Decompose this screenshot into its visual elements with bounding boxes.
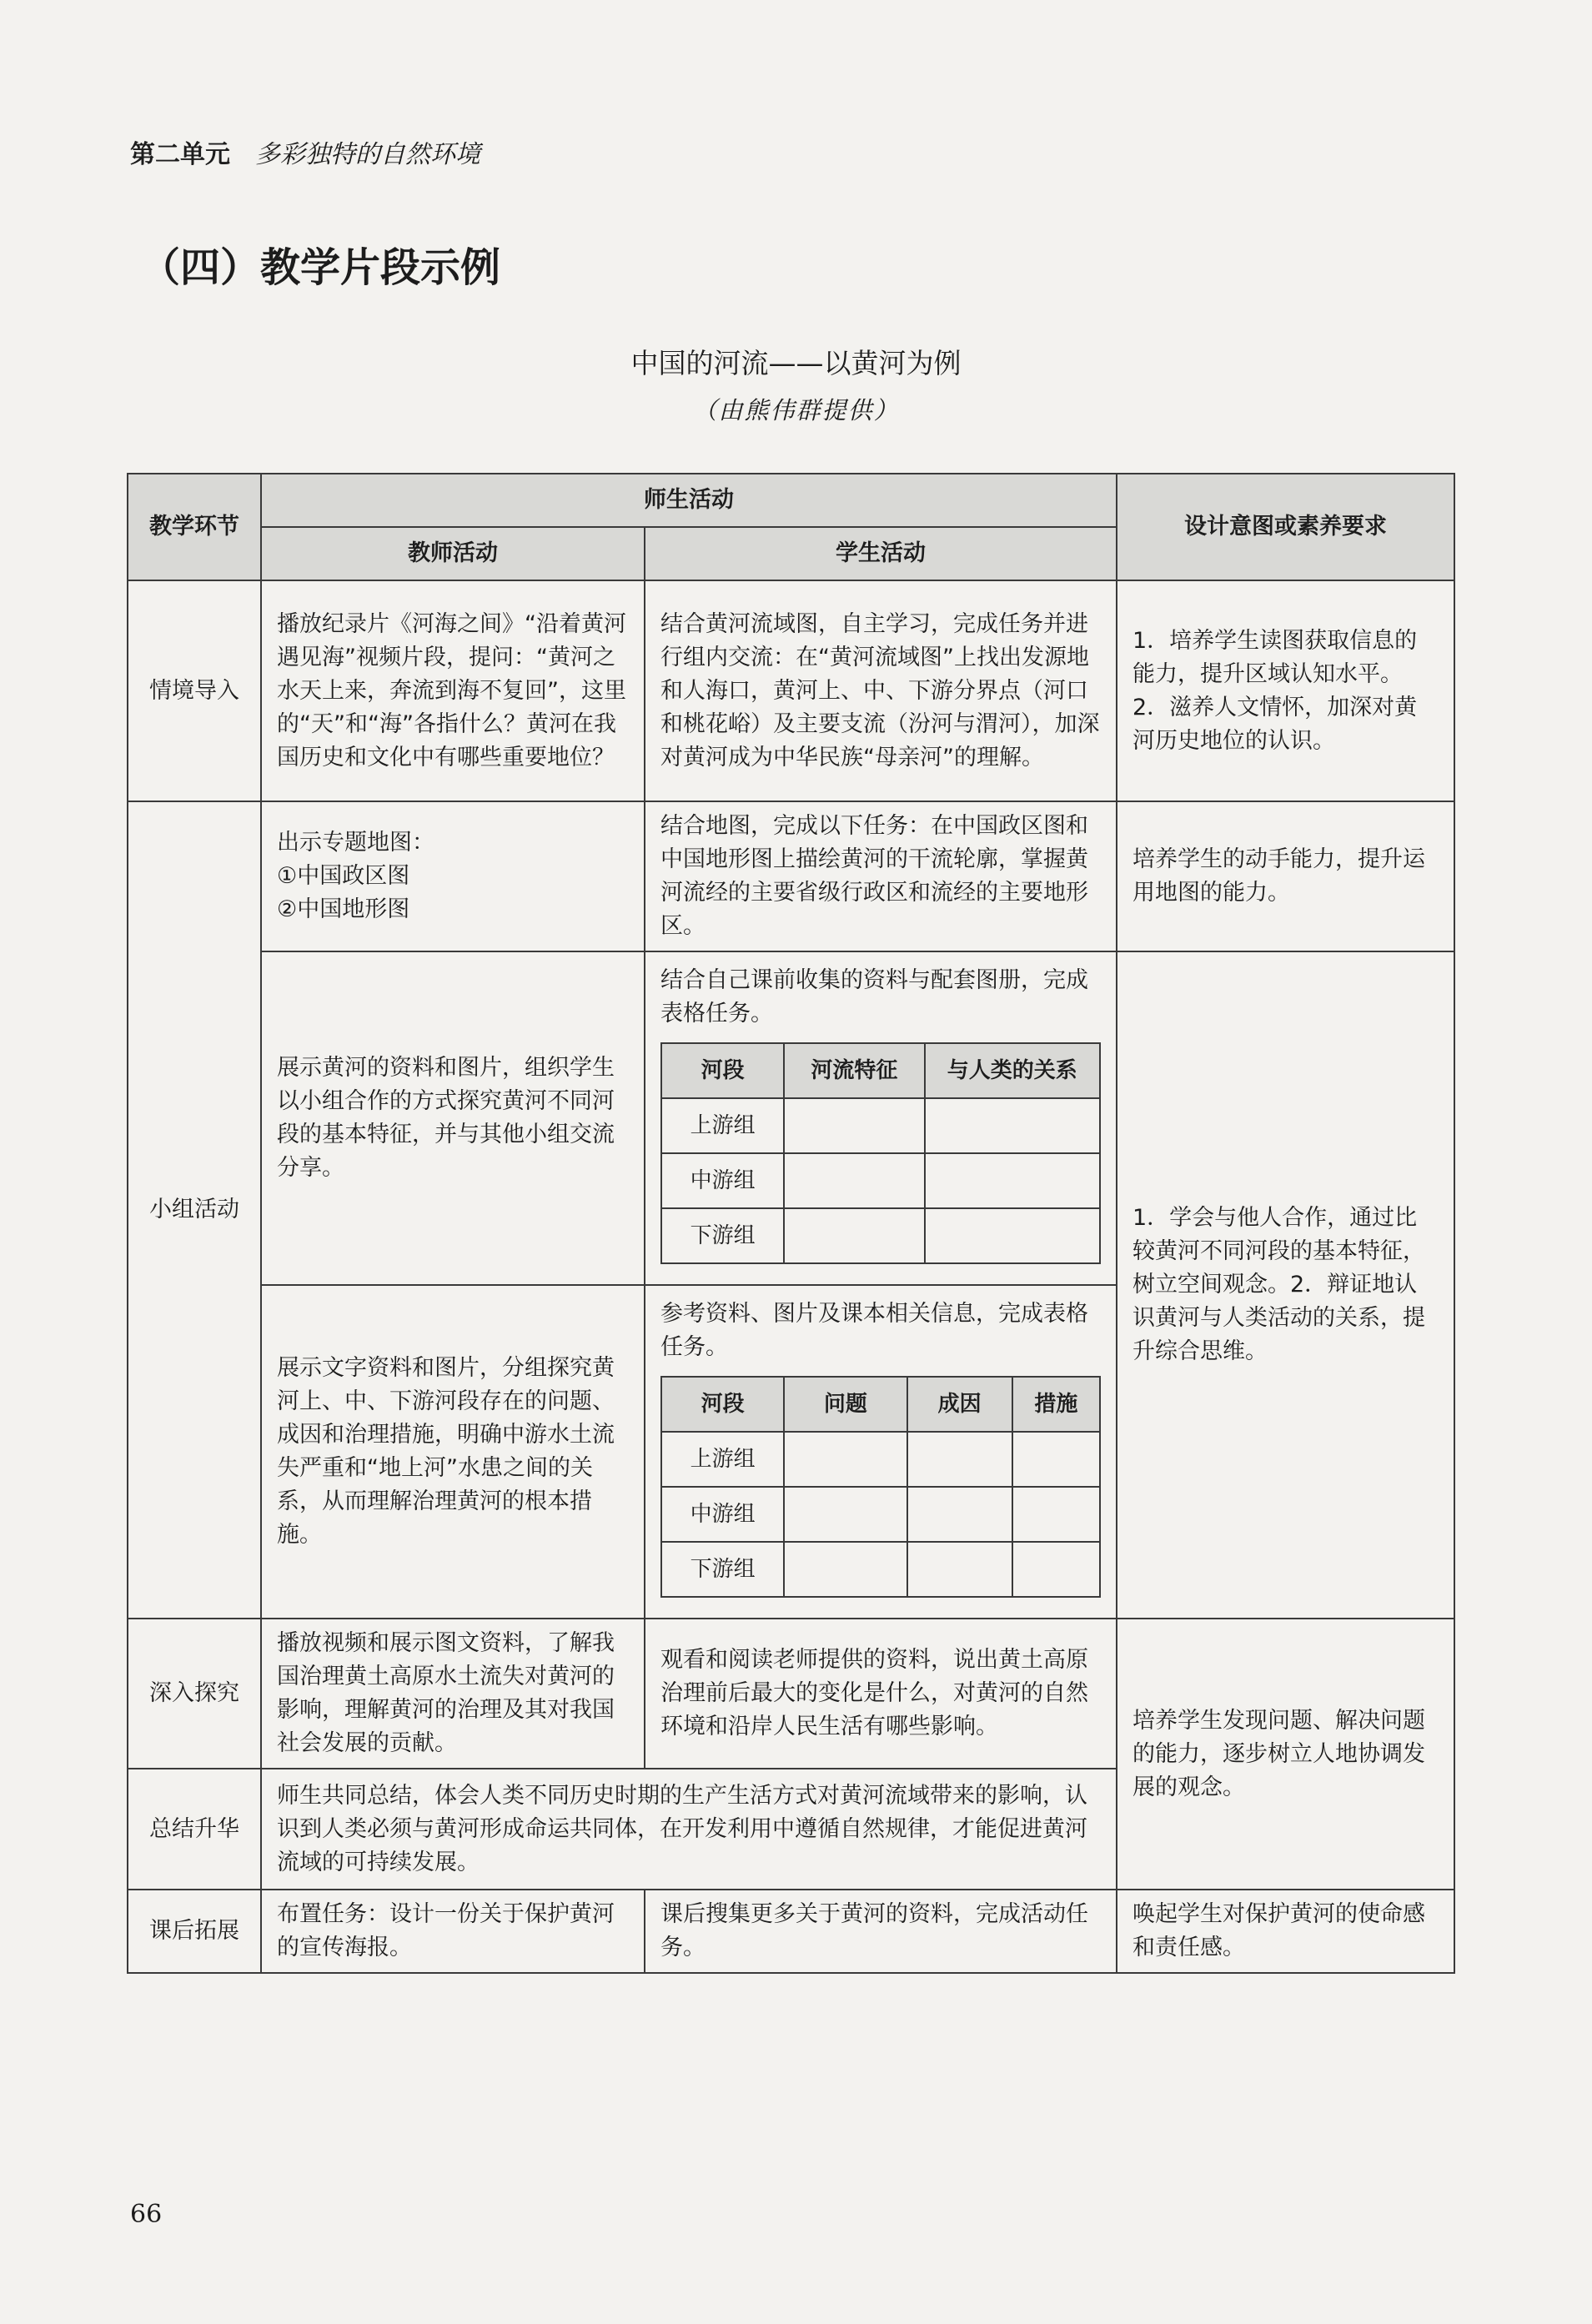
subtable-empty-cell [784,1098,924,1153]
subtable-empty-cell [907,1487,1012,1542]
subtable-header-row [661,1043,1100,1098]
teacher-activity-deep: 播放视频和展示图文资料，了解我国治理黄土高原水土流失对黄河的影响，理解黄河的治理及其对我国社会发展的贡献。 [261,1619,645,1769]
design-deep: 培养学生发现问题、解决问题的能力，逐步树立人地协调发展的观念。 [1117,1619,1454,1890]
subtable-row-label: 中游组 [661,1487,784,1542]
unit-label: 第二单元 [130,140,230,169]
design-group-1: 培养学生的动手能力，提升运用地图的能力。 [1117,801,1454,951]
stage-summary: 总结升华 [128,1769,261,1890]
subtable-row-label: 下游组 [661,1208,784,1263]
lesson-title: 中国的河流——以黄河为例 [630,347,962,379]
student-activity-group-1: 结合地图，完成以下任务：在中国政区图和中国地形图上描绘黄河的干流轮廓，掌握黄河流经的主要省级行政区和流经的主要地形区。 [645,801,1117,951]
stage-intro: 情境导入 [128,580,261,801]
student-activity-after: 课后搜集更多关于黄河的资料，完成活动任务。 [645,1890,1117,1973]
teacher-activity-group-1 [261,801,645,951]
page-number: 66 [130,2200,163,2229]
stage-group: 小组活动 [128,801,261,1619]
subtable-row-label: 上游组 [661,1098,784,1153]
design-group-2: 1．学会与他人合作，通过比较黄河不同河段的基本特征，树立空间观念。2．辩证地认识黄河与人类活动的关系，提升综合思维。 [1117,951,1454,1619]
student-activity-deep: 观看和阅读老师提供的资料，说出黄土高原治理前后最大的变化是什么，对黄河的自然环境和沿岸人民生活有哪些影响。 [645,1619,1117,1769]
student-activity-group-2 [645,951,1117,1285]
header-stage: 教学环节 [128,474,261,580]
subtable-empty-cell [784,1208,924,1263]
subtable-empty-cell [784,1487,906,1542]
subtable-empty-cell [1012,1542,1100,1597]
table-header-row [128,474,1454,527]
teacher-activity-after: 布置任务：设计一份关于保护黄河的宣传海报。 [261,1890,645,1973]
header-activities: 师生活动 [261,474,1117,527]
subtable-row [661,1153,1100,1208]
table-row-intro [128,580,1454,801]
subtable-header: 河段 [661,1377,784,1432]
subtable-empty-cell [907,1542,1012,1597]
subtable-empty-cell [925,1208,1100,1263]
subtable-row [661,1208,1100,1263]
running-header [130,133,480,170]
subtable-empty-cell [1012,1432,1100,1487]
river-problems-table [660,1376,1101,1598]
table-row-deep [128,1619,1454,1769]
student-activity-group-3 [645,1285,1117,1619]
teacher-activity-group-3: 展示文字资料和图片，分组探究黄河上、中、下游河段存在的问题、成因和治理措施，明确中游水土流失严重和“地上河”水患之间的关系，从而理解治理黄河的根本措施。 [261,1285,645,1619]
subtable-header: 与人类的关系 [925,1043,1100,1098]
summary-activity: 师生共同总结，体会人类不同历史时期的生产生活方式对黄河流域带来的影响，认识到人类必须与黄河形成命运共同体，在开发利用中遵循自然规律，才能促进黄河流域的可持续发展。 [261,1769,1117,1890]
subtable-empty-cell [1012,1487,1100,1542]
stage-deep: 深入探究 [128,1619,261,1769]
student-activity-intro: 结合黄河流域图，自主学习，完成任务并进行组内交流：在“黄河流域图”上找出发源地和人海口，黄河上、中、下游分界点（河口和桃花峪）及主要支流（汾河与渭河），加深对黄河成为中华民族“母亲河”的理解。 [645,580,1117,801]
river-features-table [660,1042,1101,1264]
subtable-empty-cell [784,1153,924,1208]
teaching-plan-table [127,473,1455,1974]
table-row-after [128,1890,1454,1973]
subtable-header: 问题 [784,1377,906,1432]
subtable-header: 河段 [661,1043,784,1098]
student-intro-group-3: 参考资料、图片及课本相关信息，完成表格任务。 [660,1301,1088,1360]
subtable-row-label: 中游组 [661,1153,784,1208]
table-row-group-1 [128,801,1454,951]
subtable-empty-cell [784,1542,906,1597]
design-intro: 1．培养学生读图获取信息的能力，提升区域认知水平。2．滋养人文情怀，加深对黄河历史地位的认识。 [1117,580,1454,801]
subtable-header: 河流特征 [784,1043,924,1098]
subtable-empty-cell [925,1153,1100,1208]
teacher-activity-group-2: 展示黄河的资料和图片，组织学生以小组合作的方式探究黄河不同河段的基本特征，并与其他小组交流分享。 [261,951,645,1285]
subtable-row-label: 上游组 [661,1432,784,1487]
design-after: 唤起学生对保护黄河的使命感和责任感。 [1117,1890,1454,1973]
student-intro-group-2: 结合自己课前收集的资料与配套图册，完成表格任务。 [660,967,1088,1026]
subtable-empty-cell [925,1098,1100,1153]
teacher-line-3: ②中国地形图 [277,896,410,922]
section-title: （四）教学片段示例 [140,244,501,291]
stage-after: 课后拓展 [128,1890,261,1973]
subtable-row [661,1542,1100,1597]
subtable-row [661,1487,1100,1542]
header-student: 学生活动 [645,527,1117,580]
subtable-header-row [661,1377,1100,1432]
subtable-empty-cell [907,1432,1012,1487]
subtable-row [661,1098,1100,1153]
teacher-line-2: ①中国政区图 [277,863,410,889]
lesson-credit: （由熊伟群提供） [692,396,900,424]
header-design: 设计意图或素养要求 [1117,474,1454,580]
subtable-header: 成因 [907,1377,1012,1432]
subtable-row-label: 下游组 [661,1542,784,1597]
teacher-line-1: 出示专题地图： [277,830,434,856]
header-teacher: 教师活动 [261,527,645,580]
teacher-activity-intro: 播放纪录片《河海之间》“沿着黄河遇见海”视频片段，提问：“黄河之水天上来，奔流到海不复回”，这里的“天”和“海”各指什么？黄河在我国历史和文化中有哪些重要地位？ [261,580,645,801]
subtable-empty-cell [784,1432,906,1487]
subtable-header: 措施 [1012,1377,1100,1432]
unit-title: 多彩独特的自然环境 [255,140,480,169]
table-row-group-2 [128,951,1454,1285]
subtable-row [661,1432,1100,1487]
